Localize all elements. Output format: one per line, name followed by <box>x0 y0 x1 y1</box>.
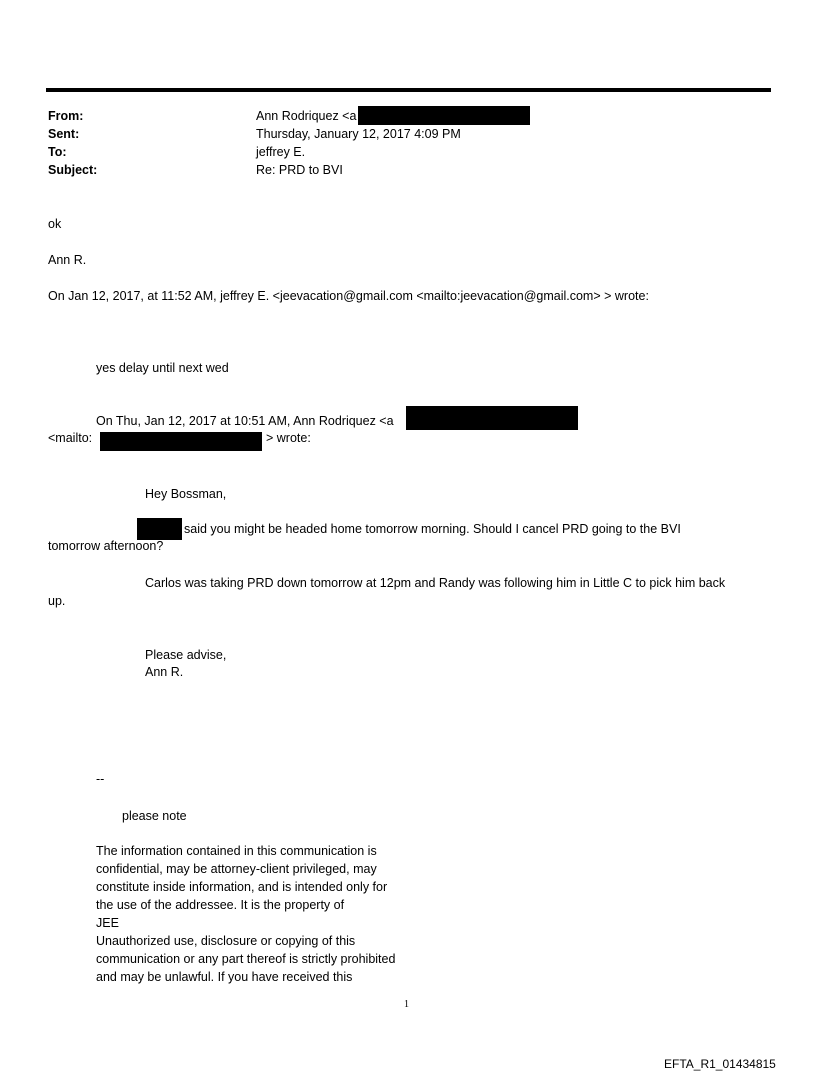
greeting-text: Hey Bossman, <box>145 487 227 501</box>
disclaimer-line: communication or any part thereof is strictly prohibited <box>96 952 396 966</box>
para1-line1: said you might be headed home tomorrow morning. Should I cancel PRD going to the BVI <box>184 522 681 536</box>
subject-label: Subject: <box>48 163 98 177</box>
para2-line2: up. <box>48 594 66 608</box>
to-label: To: <box>48 145 67 159</box>
quote2-header-line2a: <mailto: <box>48 431 93 445</box>
document-id: EFTA_R1_01434815 <box>664 1057 776 1071</box>
signoff-text: Ann R. <box>48 253 87 267</box>
quote2-header-line1: On Thu, Jan 12, 2017 at 10:51 AM, Ann Rodriquez <a <box>96 414 394 428</box>
from-value: Ann Rodriquez <a <box>256 109 357 123</box>
closing-line1: Please advise, <box>145 648 227 662</box>
redaction-box <box>406 406 578 430</box>
redaction-box <box>100 432 262 451</box>
redaction-box <box>137 518 182 540</box>
disclaimer-line: Unauthorized use, disclosure or copying of this <box>96 934 356 948</box>
sent-label: Sent: <box>48 127 80 141</box>
page-number: 1 <box>404 999 409 1010</box>
quote1-header: On Jan 12, 2017, at 11:52 AM, jeffrey E. <jeevacation@gmail.com <mailto:jeevacation@gmail.com> > wrote: <box>48 289 649 303</box>
disclaimer-line: The information contained in this communication is <box>96 844 377 858</box>
header-rule <box>46 88 771 92</box>
disclaimer-line: the use of the addressee. It is the property of <box>96 898 345 912</box>
subject-value: Re: PRD to BVI <box>256 163 343 177</box>
sent-value: Thursday, January 12, 2017 4:09 PM <box>256 127 461 141</box>
disclaimer-line: JEE <box>96 916 119 930</box>
quote2-header-line2b: > wrote: <box>266 431 311 445</box>
redaction-box <box>358 106 530 125</box>
disclaimer-line: and may be unlawful. If you have received this <box>96 970 353 984</box>
from-label: From: <box>48 109 84 123</box>
disclaimer-line: constitute inside information, and is intended only for <box>96 880 388 894</box>
quote1-text: yes delay until next wed <box>96 361 229 375</box>
para2-line1: Carlos was taking PRD down tomorrow at 12pm and Randy was following him in Little C to pick him back <box>145 576 726 590</box>
para1-line2: tomorrow afternoon? <box>48 539 164 553</box>
closing-line2: Ann R. <box>145 665 184 679</box>
reply-text: ok <box>48 217 62 231</box>
please-note-text: please note <box>122 809 187 823</box>
to-value: jeffrey E. <box>256 145 306 159</box>
signature-dash: -- <box>96 772 105 786</box>
disclaimer-line: confidential, may be attorney-client privileged, may <box>96 862 377 876</box>
